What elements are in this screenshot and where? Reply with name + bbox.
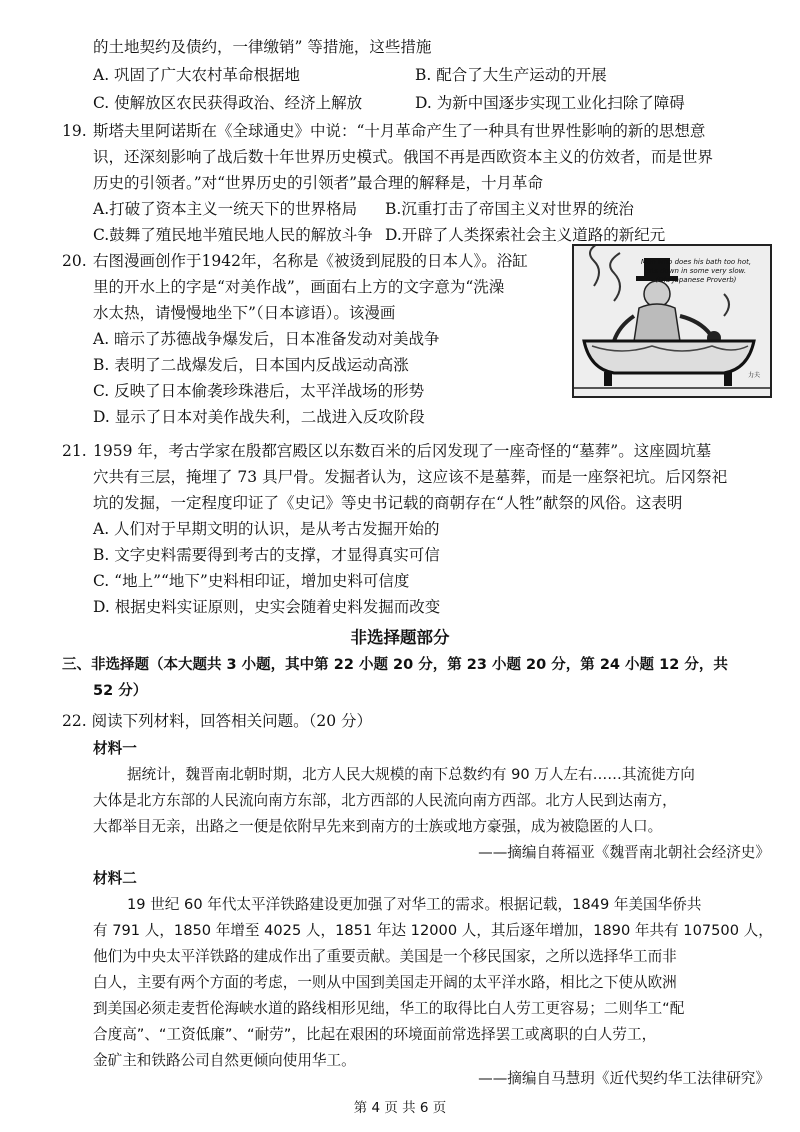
q21-option-a[interactable]: A. 人们对于早期文明的认识，是从考古发掘开始的 <box>93 520 440 538</box>
material-2-line7: 金矿主和铁路公司自然更倾向使用华工。 <box>93 1052 356 1069</box>
q20-stem-line1: 右图漫画创作于1942年，名称是《被烫到屁股的日本人》。浴缸 <box>93 252 528 270</box>
q22-stem: 22. 阅读下列材料，回答相关问题。（20 分） <box>62 712 372 730</box>
cartoon-signature: 力夫 <box>748 372 761 379</box>
q21-number: 21. <box>62 442 87 460</box>
section-instructions-line2: 52 分） <box>93 683 148 699</box>
q20-stem-line2: 里的开水上的字是“对美作战”，画面右上方的文字意为“洗澡 <box>93 278 505 296</box>
material-1-source: ——摘编自蒋福亚《魏晋南北朝社会经济史》 <box>478 844 770 861</box>
q21-stem-line2: 穴共有三层，掩埋了 73 具尸骨。发掘者认为，这应该不是墓葬，而是一座祭祀坑。后冈祭祀 <box>93 468 728 486</box>
q19-option-c[interactable]: C.鼓舞了殖民地半殖民地人民的解放斗争 <box>93 226 373 244</box>
material-1-line3: 大都举目无亲，出路之一便是依附早先来到南方的士族或地方豪强，成为被隐匿的人口。 <box>93 818 663 835</box>
caption-line-1: Man who does his bath too hot, <box>640 258 752 266</box>
q19-option-b[interactable]: B.沉重打击了帝国主义对世界的统治 <box>385 200 634 218</box>
q20-option-c[interactable]: C. 反映了日本偷袭珍珠港后，太平洋战场的形势 <box>93 382 425 400</box>
section-instructions-line1: 三、非选择题（本大题共 3 小题，其中第 22 小题 20 分，第 23 小题 20 分，第 24 小题 12 分，共 <box>62 657 728 673</box>
q18-option-a[interactable]: A. 巩固了广大农村革命根据地 <box>93 66 301 84</box>
q21-option-c[interactable]: C. “地上”“地下”史料相印证，增加史料可信度 <box>93 572 410 590</box>
cartoon-caption <box>630 258 762 285</box>
material-1-line1: 据统计，魏晋南北朝时期，北方人民大规模的南下总数约有 90 万人左右……其流徙方向 <box>127 766 695 783</box>
q18-option-c[interactable]: C. 使解放区农民获得政治、经济上解放 <box>93 94 363 112</box>
q21-option-b[interactable]: B. 文字史料需要得到考古的支撑，才显得真实可信 <box>93 546 440 564</box>
caption-line-3: (Old Japanese Proverb) <box>655 276 737 284</box>
material-1-line2: 大体是北方东部的人民流向南方东部，北方西部的人民流向南方西部。北方人民到达南方， <box>93 792 677 809</box>
q20-option-a[interactable]: A. 暗示了苏德战争爆发后，日本准备发动对美战争 <box>93 330 440 348</box>
q20-number: 20. <box>62 252 87 270</box>
q19-stem-line2: 识，还深刻影响了战后数十年世界历史模式。俄国不再是西欧资本主义的仿效者，而是世界 <box>93 148 714 166</box>
material-1-title: 材料一 <box>93 740 137 757</box>
q21-stem-line3: 坑的发掘，一定程度印证了《史记》等史书记载的商朝存在“人牲”献祭的风俗。这表明 <box>93 494 683 512</box>
q18-option-d[interactable]: D. 为新中国逐步实现工业化扫除了障碍 <box>415 94 685 112</box>
page-number: 第 4 页 共 6 页 <box>353 1100 447 1116</box>
material-2-line4: 白人，主要有两个方面的考虑，一则从中国到美国走开阔的太平洋水路，相比之下使从欧洲 <box>93 974 677 991</box>
q20-option-b[interactable]: B. 表明了二战爆发后，日本国内反战运动高涨 <box>93 356 409 374</box>
q19-option-d[interactable]: D.开辟了人类探索社会主义道路的新纪元 <box>385 226 666 244</box>
q18-stem-end: 的土地契约及债约，一律缴销” 等措施，这些措施 <box>93 38 432 56</box>
q19-stem-line1: 斯塔夫里阿诺斯在《全球通史》中说：“十月革命产生了一种具有世界性影响的新的思想意 <box>93 122 706 140</box>
q19-number: 19. <box>62 122 87 140</box>
material-2-source: ——摘编自马慧玥《近代契约华工法律研究》 <box>478 1070 770 1087</box>
material-2-title: 材料二 <box>93 870 137 887</box>
q18-option-b[interactable]: B. 配合了大生产运动的开展 <box>415 66 607 84</box>
material-2-line3: 他们为中央太平洋铁路的建成作出了重要贡献。美国是一个移民国家，之所以选择华工而非 <box>93 948 677 965</box>
q20-option-d[interactable]: D. 显示了日本对美作战失利，二战进入反攻阶段 <box>93 408 425 426</box>
material-2-line2: 有 791 人，1850 年增至 4025 人，1851 年达 12000 人，其后逐年增加，1890 年共有 107500 人， <box>93 922 773 939</box>
caption-line-2: sits down in some very slow. <box>645 267 747 275</box>
section-title: 非选择题部分 <box>350 628 450 647</box>
material-2-line5: 到美国必须走麦哲伦海峡水道的路线相形见绌，华工的取得比白人劳工更容易；二则华工“配 <box>93 1000 685 1017</box>
material-2-line1: 19 世纪 60 年代太平洋铁路建设更加强了对华工的需求。根据记载，1849 年美国华侨共 <box>127 896 702 913</box>
q21-option-d[interactable]: D. 根据史料实证原则，史实会随着史料发掘而改变 <box>93 598 441 616</box>
material-2-line6: 合度高”、“工资低廉”、“耐劳”，比起在艰困的环境面前常选择罢工或离职的白人劳工， <box>93 1026 657 1043</box>
q20-stem-line3: 水太热，请慢慢地坐下”（日本谚语）。该漫画 <box>93 304 396 322</box>
q21-stem-line1: 1959 年，考古学家在殷都宫殿区以东数百米的后冈发现了一座奇怪的“墓葬”。这座圆坑墓 <box>93 442 712 460</box>
q19-stem-line3: 历史的引领者。”对“世界历史的引领者”最合理的解释是，十月革命 <box>93 174 544 192</box>
q19-option-a[interactable]: A.打破了资本主义一统天下的世界格局 <box>93 200 358 218</box>
